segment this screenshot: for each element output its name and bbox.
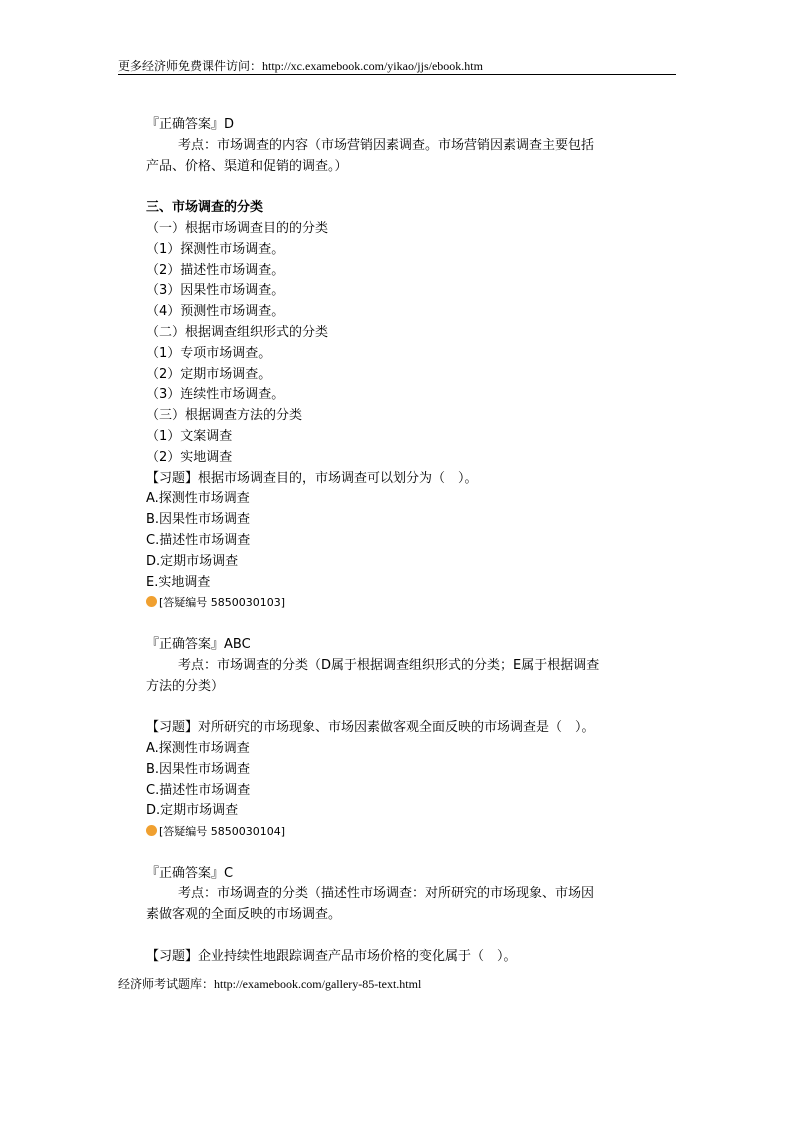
explanation-continued: 产品、价格、渠道和促销的调查。） xyxy=(146,158,348,174)
answer-line: 『正确答案』C xyxy=(146,865,234,881)
list-item: （一）根据市场调查目的的分类 xyxy=(146,220,329,236)
answer-line: 『正确答案』D xyxy=(146,117,235,132)
list-item: （2）实地调查 xyxy=(146,449,233,465)
explanation-line: 考点：市场调查的内容（市场营销因素调查。市场营销因素调查主要包括 xyxy=(178,137,595,153)
list-item: （3）因果性市场调查。 xyxy=(146,283,285,299)
list-item: （1）专项市场调查。 xyxy=(146,345,272,361)
list-item: （3）连续性市场调查。 xyxy=(146,387,285,403)
option-item: A.探测性市场调查 xyxy=(146,740,250,756)
footer-text: 经济师考试题库：http://examebook.com/gallery-85-text.html xyxy=(118,977,422,991)
answer-reference[interactable] xyxy=(146,822,646,843)
document-body xyxy=(146,115,646,968)
option-item: C.描述性市场调查 xyxy=(146,782,251,798)
answer-reference-label: [答疑编号 5850030103] xyxy=(159,596,286,610)
option-item: D.定期市场调查 xyxy=(146,553,239,569)
option-item: B.因果性市场调查 xyxy=(146,512,251,528)
answer-reference[interactable] xyxy=(146,593,646,614)
section-heading: 三、市场调查的分类 xyxy=(146,200,264,216)
option-item: A.探测性市场调查 xyxy=(146,491,250,507)
explanation-line: 考点：市场调查的分类（描述性市场调查：对所研究的市场现象、市场因 xyxy=(178,886,595,902)
option-item: E.实地调查 xyxy=(146,574,211,590)
list-item: （二）根据调查组织形式的分类 xyxy=(146,324,329,340)
option-item: C.描述性市场调查 xyxy=(146,532,251,548)
list-item: （1）探测性市场调查。 xyxy=(146,241,285,257)
list-item: （1）文案调查 xyxy=(146,428,233,444)
question-text: 【习题】根据市场调查目的，市场调查可以划分为（ ）。 xyxy=(146,470,478,486)
answer-line: 『正确答案』ABC xyxy=(146,636,251,652)
list-item: （4）预测性市场调查。 xyxy=(146,304,285,320)
list-item: （2）描述性市场调查。 xyxy=(146,262,285,278)
explanation-continued: 素做客观的全面反映的市场调查。 xyxy=(146,907,342,923)
list-item: （2）定期市场调查。 xyxy=(146,366,272,382)
explanation-line: 考点：市场调查的分类（D属于根据调查组织形式的分类；E属于根据调查 xyxy=(178,657,600,673)
explanation-continued: 方法的分类） xyxy=(146,678,225,694)
header-divider xyxy=(118,74,676,75)
question-text: 【习题】企业持续性地跟踪调查产品市场价格的变化属于（ ）。 xyxy=(146,948,517,964)
header-text: 更多经济师免费课件访问：http://xc.examebook.com/yikao/jjs/ebook.htm xyxy=(118,59,483,73)
orange-circle-icon xyxy=(146,825,157,836)
option-item: D.定期市场调查 xyxy=(146,803,239,819)
orange-circle-icon xyxy=(146,596,157,607)
list-item: （三）根据调查方法的分类 xyxy=(146,408,303,424)
answer-reference-label: [答疑编号 5850030104] xyxy=(159,825,286,839)
question-text: 【习题】对所研究的市场现象、市场因素做客观全面反映的市场调查是（ ）。 xyxy=(146,720,595,736)
option-item: B.因果性市场调查 xyxy=(146,761,251,777)
